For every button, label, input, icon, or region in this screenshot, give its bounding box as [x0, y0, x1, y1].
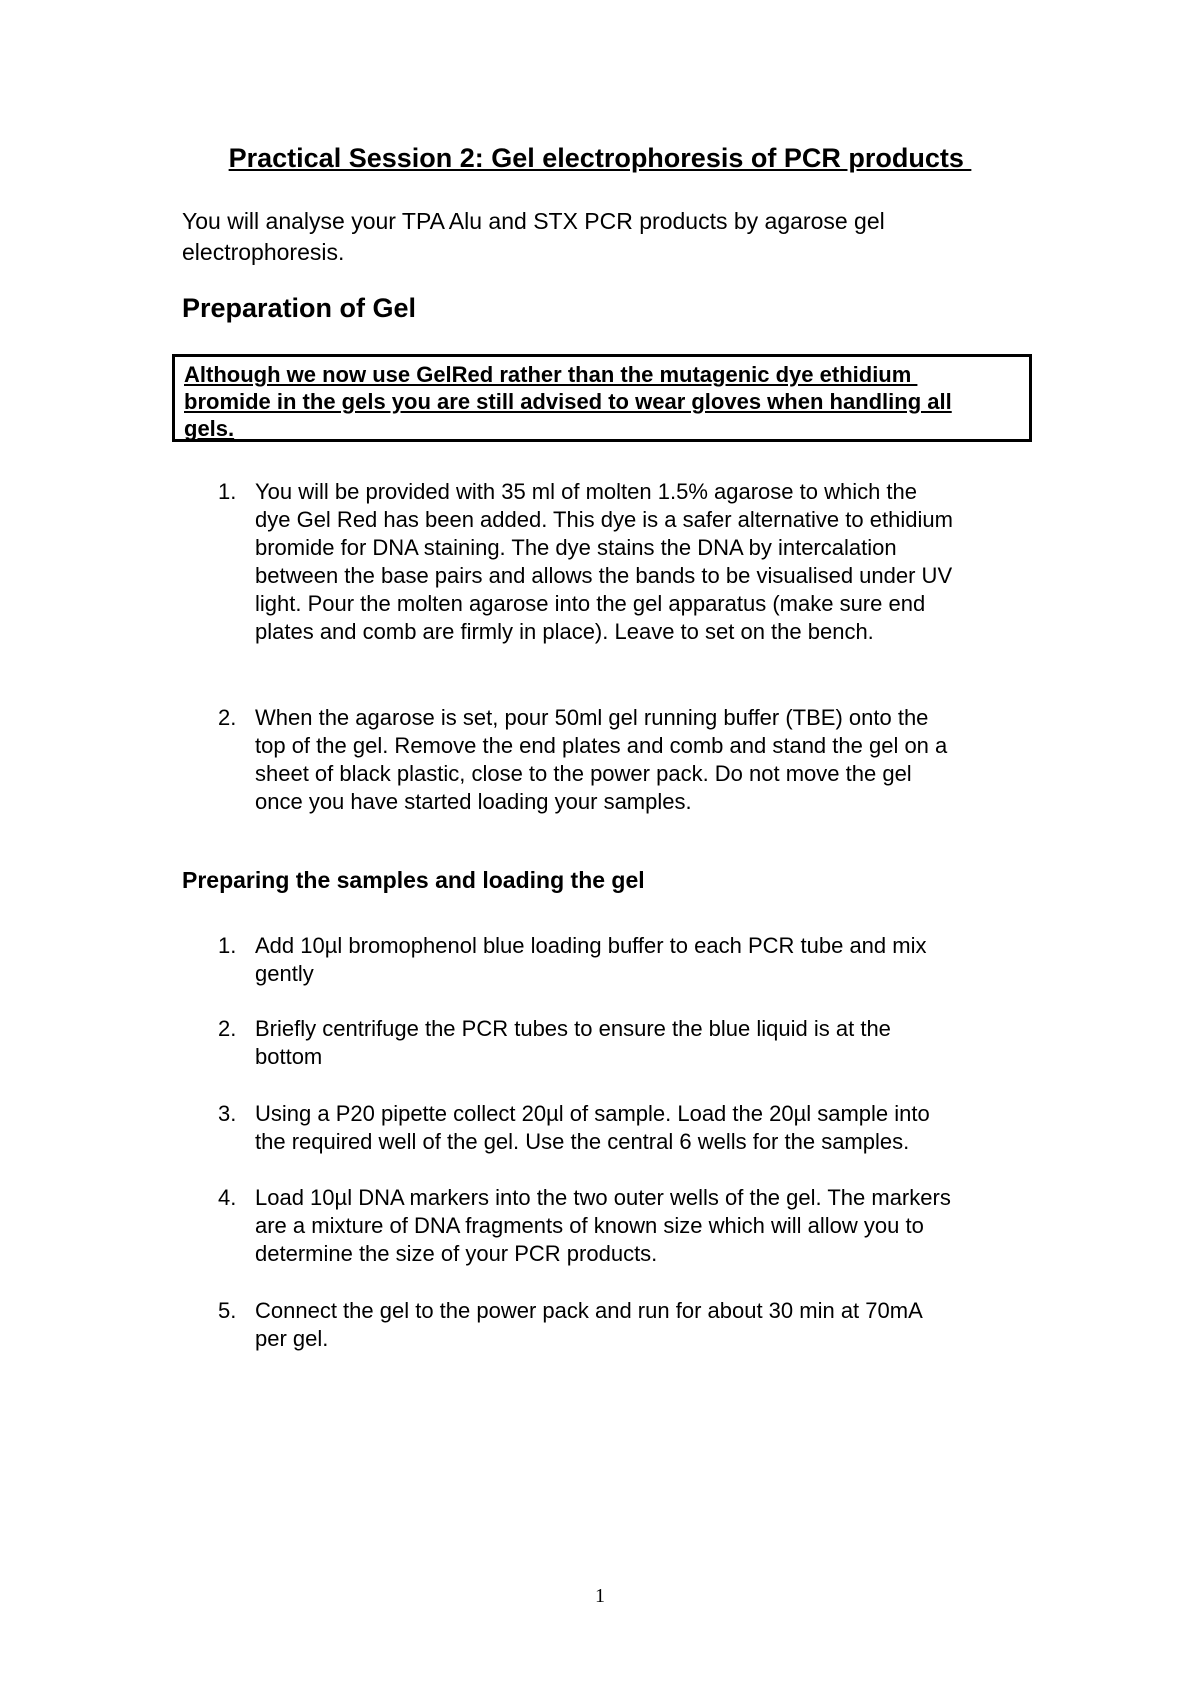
- list-item-text: Using a P20 pipette collect 20µl of sample. Load the 20µl sample into the required well of the gel. Use the central 6 wells for the samples.: [255, 1101, 930, 1154]
- page-number: 1: [595, 1585, 605, 1607]
- list-item-number: 2.: [218, 1016, 237, 1041]
- section-heading-preparing-samples: Preparing the samples and loading the gel: [182, 867, 645, 893]
- list-item-number: 2.: [218, 705, 237, 730]
- list-item-text: Add 10µl bromophenol blue loading buffer to each PCR tube and mix gently: [255, 933, 927, 986]
- list-item-text: When the agarose is set, pour 50ml gel running buffer (TBE) onto the top of the gel. Remove the end plates and comb and stand the gel on a sheet of black plastic, close to the power pack. Do not move the gel once you have started loading your samples.: [255, 705, 948, 814]
- list-item-number: 5.: [218, 1298, 237, 1323]
- warning-line: bromide in the gels you are still advised to wear gloves when handling all: [184, 389, 952, 414]
- intro-line: electrophoresis.: [182, 239, 345, 265]
- intro-paragraph: [182, 206, 982, 268]
- list-item-text: Connect the gel to the power pack and run for about 30 min at 70mA per gel.: [255, 1298, 923, 1351]
- list-item-text: Load 10µl DNA markers into the two outer wells of the gel. The markers are a mixture of DNA fragments of known size which will allow you to determine the size of your PCR products.: [255, 1185, 951, 1266]
- intro-line: You will analyse your TPA Alu and STX PCR products by agarose gel: [182, 208, 885, 234]
- list-item-number: 1.: [218, 933, 237, 958]
- warning-line: gels.: [184, 416, 235, 441]
- list-item-number: 3.: [218, 1101, 237, 1126]
- list-item-number: 1.: [218, 479, 237, 504]
- list-item-number: 4.: [218, 1185, 237, 1210]
- list-item-text: You will be provided with 35 ml of molten 1.5% agarose to which the dye Gel Red has been added. This dye is a safer alternative to ethidium bromide for DNA staining. The dye stains the DNA by intercalation between the base pairs and allows the bands to be visualised under UV light. Pour the molten agarose into the gel apparatus (make sure end plates and comb are firmly in place). Leave to set on the bench.: [255, 479, 953, 644]
- list-item-text: Briefly centrifuge the PCR tubes to ensure the blue liquid is at the bottom: [255, 1016, 891, 1069]
- warning-line: Although we now use GelRed rather than the mutagenic dye ethidium: [184, 362, 918, 387]
- section-heading-preparation-of-gel: Preparation of Gel: [182, 293, 417, 323]
- safety-warning-box: [172, 354, 1032, 442]
- page-title: Practical Session 2: Gel electrophoresis of PCR products: [228, 143, 972, 173]
